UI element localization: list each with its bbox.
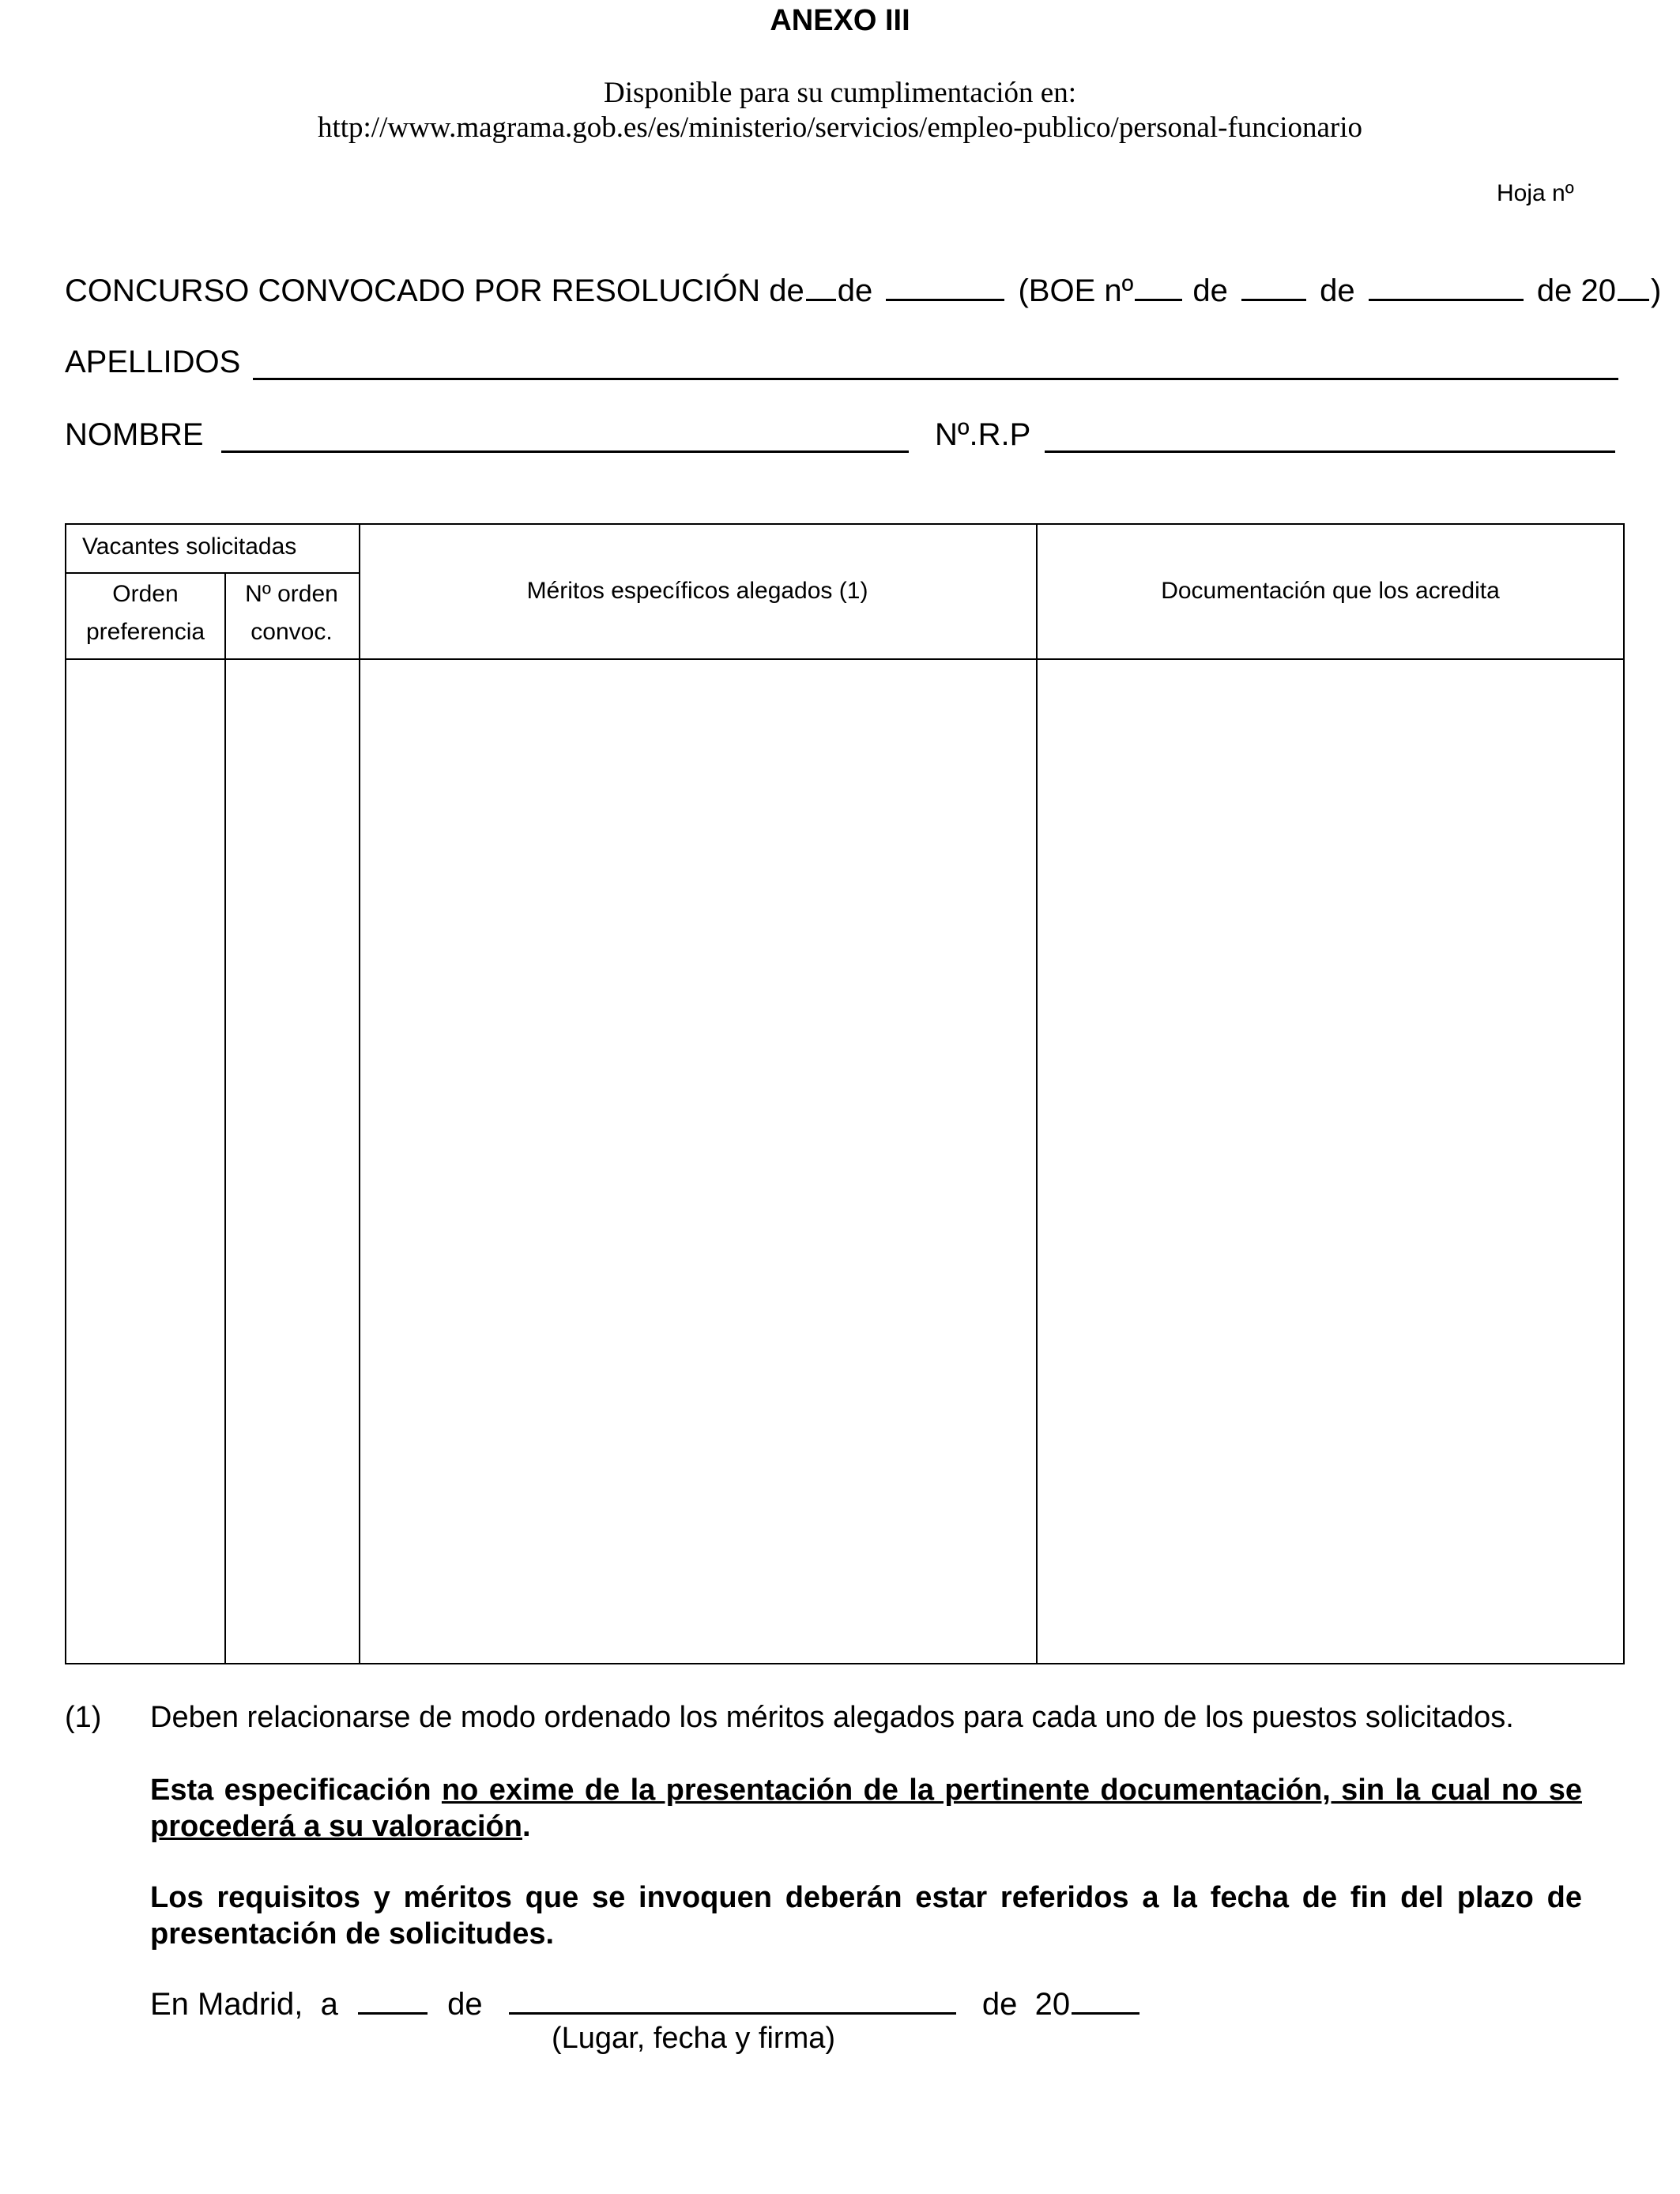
- merits-table: [65, 523, 1625, 1664]
- de-label: de: [1320, 273, 1355, 308]
- resolution-month-field[interactable]: [886, 294, 1004, 301]
- warning-underlined: no exime de la presentación de la pertinente documentación, sin la cual no se: [441, 1774, 1582, 1807]
- de-label: de: [447, 1987, 483, 2022]
- nrp-field[interactable]: [1045, 450, 1615, 453]
- norden-header-line: Nº orden: [245, 581, 338, 607]
- place-label: En Madrid, a: [150, 1987, 338, 2022]
- close-paren: ): [1650, 273, 1662, 308]
- warning-underlined: procederá a su valoración: [150, 1810, 522, 1843]
- vacantes-header: Vacantes solicitadas: [82, 533, 297, 560]
- warning-text: .: [522, 1810, 531, 1843]
- form-url-link[interactable]: http://www.magrama.gob.es/es/ministerio/servicios/empleo-publico/personal-funcionario: [317, 111, 1363, 144]
- signature-month-field[interactable]: [509, 2007, 956, 2015]
- vacantes-divider: [66, 572, 359, 574]
- apellidos-label: APELLIDOS: [65, 345, 241, 379]
- nrp-label: Nº.R.P: [935, 417, 1031, 452]
- signature-day-field[interactable]: [358, 2007, 428, 2015]
- documentacion-cell[interactable]: [1038, 660, 1625, 1664]
- meritos-header: Méritos específicos alegados (1): [526, 578, 868, 604]
- meritos-cell[interactable]: [360, 660, 1036, 1664]
- warning-line: [150, 1772, 1582, 1808]
- requirements-line: presentación de solicitudes.: [150, 1917, 555, 1951]
- de-label: de: [837, 273, 873, 308]
- warning-text: Esta especificación: [150, 1774, 442, 1807]
- orden-header: [66, 575, 224, 651]
- orden-cell[interactable]: [66, 660, 224, 1664]
- apellidos-field[interactable]: [253, 378, 1618, 380]
- boe-month-field[interactable]: [1369, 294, 1524, 301]
- note-marker: (1): [65, 1701, 102, 1734]
- norden-header: [224, 575, 359, 651]
- availability-text: Disponible para su cumplimentación en:: [603, 77, 1077, 109]
- boe-day-field[interactable]: [1241, 294, 1306, 301]
- concurso-line: [65, 273, 1661, 309]
- signature-line: [150, 1987, 1141, 2022]
- nombre-field[interactable]: [221, 450, 909, 453]
- concurso-label: CONCURSO CONVOCADO POR RESOLUCIÓN de: [65, 273, 804, 308]
- norden-header-line: convoc.: [250, 619, 333, 645]
- page-title: ANEXO III: [770, 4, 910, 37]
- requirements-line: Los requisitos y méritos que se invoquen deberán estar referidos a la fecha de fin del plazo de: [150, 1881, 1582, 1914]
- warning-line: [150, 1808, 1582, 1845]
- signature-year-field[interactable]: [1072, 2007, 1139, 2015]
- de-label: de: [1192, 273, 1228, 308]
- signature-caption: (Lugar, fecha y firma): [552, 2022, 836, 2055]
- documentacion-header: Documentación que los acredita: [1161, 578, 1500, 604]
- resolution-day-field[interactable]: [806, 294, 836, 301]
- requirements-note: [150, 1879, 1582, 1952]
- warning-note: [150, 1772, 1582, 1845]
- norden-cell[interactable]: [226, 660, 359, 1664]
- note-text: Deben relacionarse de modo ordenado los méritos alegados para cada uno de los puestos solicitados.: [150, 1701, 1514, 1734]
- year-label: de 20: [981, 1987, 1071, 2022]
- year-label: de 20: [1536, 273, 1616, 308]
- nombre-label: NOMBRE: [65, 417, 204, 452]
- sheet-number-label: Hoja nº: [1497, 180, 1574, 206]
- boe-year-field[interactable]: [1618, 294, 1649, 301]
- orden-header-line: Orden: [112, 581, 179, 607]
- boe-number-field[interactable]: [1135, 294, 1182, 301]
- boe-label: (BOE nº: [1018, 273, 1134, 308]
- orden-header-line: preferencia: [85, 619, 205, 645]
